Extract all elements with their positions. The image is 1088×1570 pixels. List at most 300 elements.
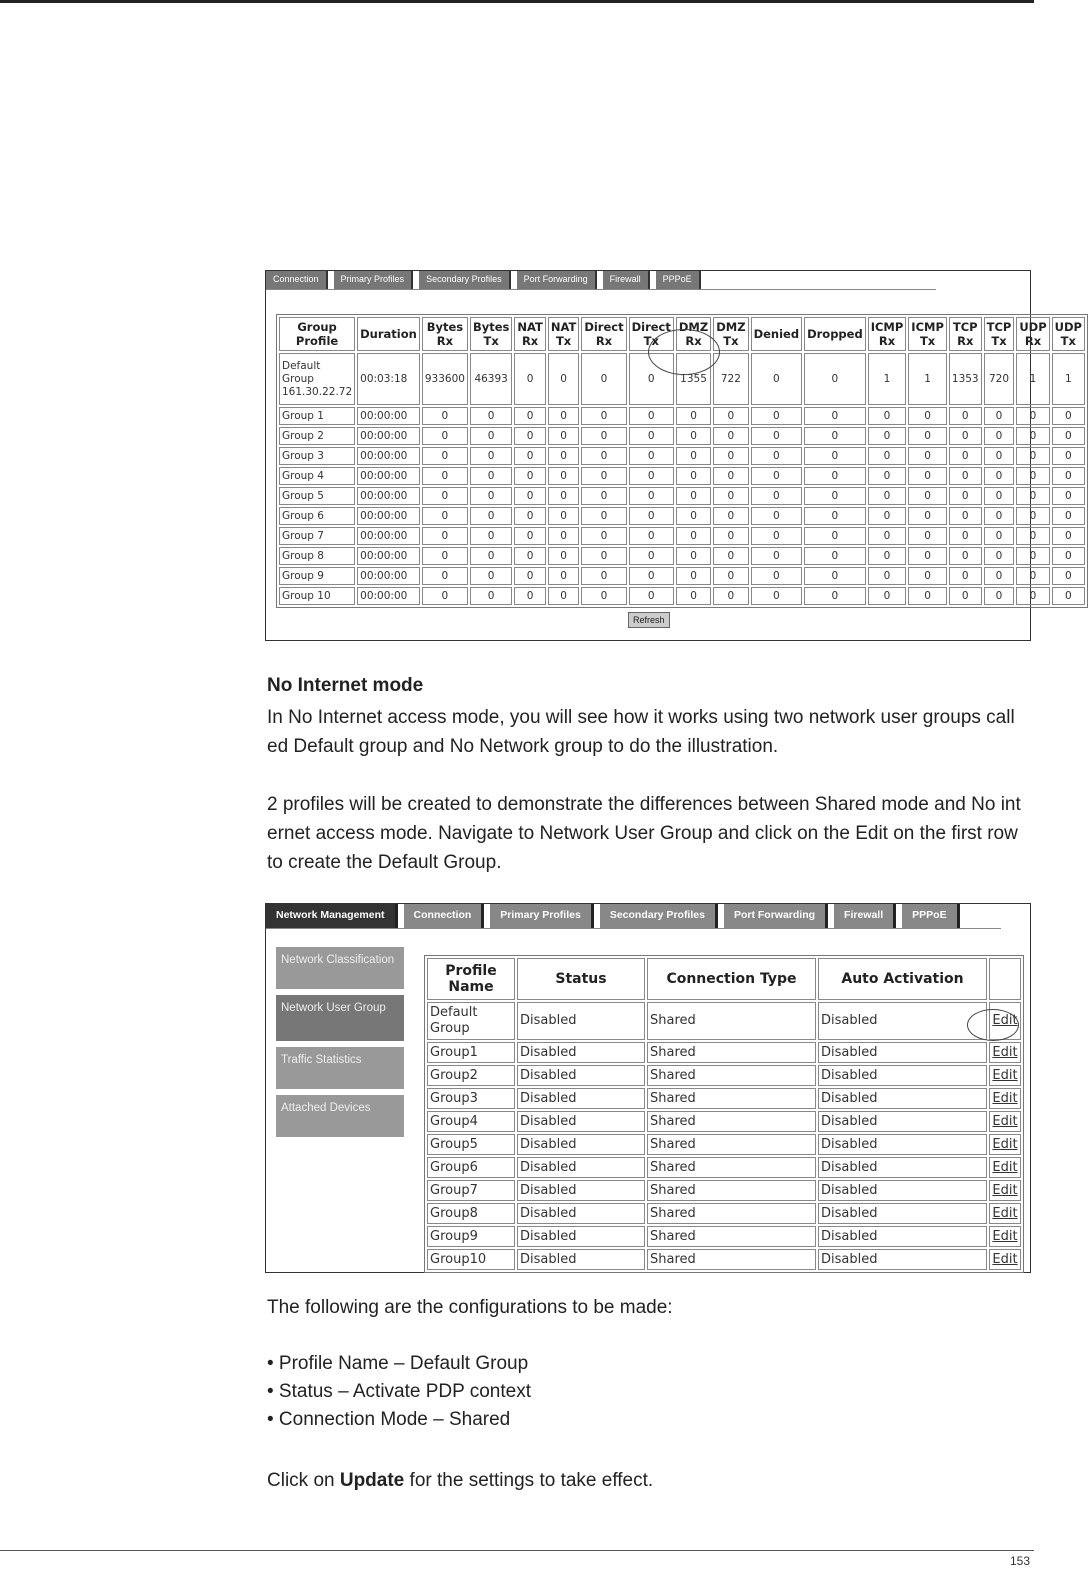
table-row (427, 1042, 1021, 1063)
column-header-line: DMZ (678, 320, 709, 334)
edit-link[interactable]: Edit (989, 1042, 1021, 1063)
tab-pppoe[interactable]: PPPoE (902, 904, 959, 928)
column-header (804, 317, 866, 351)
stat-cell: 0 (470, 487, 512, 505)
sidebar-item-attached-devices[interactable]: Attached Devices (276, 1095, 404, 1137)
update-suffix: for the settings to take effect. (404, 1470, 654, 1491)
profile-name-cell: Group4 (427, 1111, 515, 1132)
stat-cell: 0 (548, 567, 579, 585)
stat-cell: 0 (581, 567, 626, 585)
column-header: Status (517, 958, 645, 1000)
table-row (279, 407, 1085, 425)
column-header-line: TCP (952, 320, 978, 334)
status-cell: Disabled (517, 1111, 645, 1132)
stat-cell: 0 (422, 447, 468, 465)
tab-connection[interactable]: Connection (266, 271, 328, 289)
column-header (514, 317, 545, 351)
sidebar-item-network-user-group[interactable]: Network User Group (276, 995, 404, 1041)
connection-type-cell: Shared (647, 1203, 816, 1224)
stat-cell: 0 (1052, 507, 1085, 525)
stat-cell: 0 (676, 587, 711, 605)
update-prefix: Click on (267, 1470, 340, 1491)
section-heading: No Internet mode (267, 675, 424, 696)
status-cell: Disabled (517, 1134, 645, 1155)
stat-cell: 0 (713, 567, 748, 585)
stat-cell: 0 (422, 547, 468, 565)
duration-cell: 00:00:00 (357, 547, 420, 565)
bullet-connection-mode: • Connection Mode – Shared (267, 1409, 511, 1430)
stat-cell: 0 (581, 427, 626, 445)
column-header (989, 958, 1021, 1000)
stat-cell: 0 (1016, 547, 1049, 565)
stat-cell: 1355 (676, 353, 711, 405)
stat-cell: 0 (908, 567, 947, 585)
stat-cell: 722 (713, 353, 748, 405)
stat-cell: 46393 (470, 353, 512, 405)
stat-cell: 0 (984, 587, 1015, 605)
auto-activation-cell: Disabled (818, 1249, 987, 1270)
table-row (427, 1002, 1021, 1040)
stat-cell: 0 (581, 547, 626, 565)
stat-cell: 0 (984, 567, 1015, 585)
stat-cell: 0 (804, 587, 866, 605)
stat-cell: 0 (949, 447, 982, 465)
stat-cell: 0 (949, 587, 982, 605)
stat-cell: 0 (629, 527, 674, 545)
stat-cell: 0 (514, 587, 545, 605)
bullet-status: • Status – Activate PDP context (267, 1381, 531, 1402)
profile-name-cell: Group10 (427, 1249, 515, 1270)
status-cell: Disabled (517, 1002, 645, 1040)
top-rule (0, 0, 1034, 3)
tab-secondary-profiles[interactable]: Secondary Profiles (419, 271, 511, 289)
column-header-line: Rx (521, 334, 539, 348)
stat-cell: 1353 (949, 353, 982, 405)
stat-cell: 0 (1016, 427, 1049, 445)
stat-cell: 0 (949, 407, 982, 425)
table-row (279, 547, 1085, 565)
stat-cell: 0 (949, 547, 982, 565)
status-cell: Disabled (517, 1157, 645, 1178)
stat-cell: 0 (422, 487, 468, 505)
update-instruction (267, 1466, 1027, 1495)
stat-cell: 720 (984, 353, 1015, 405)
stat-cell: 933600 (422, 353, 468, 405)
stat-cell: 0 (514, 547, 545, 565)
column-header-line: Rx (685, 334, 702, 348)
column-header-line: Direct (584, 320, 624, 334)
stat-cell: 0 (581, 587, 626, 605)
column-header-line: Direct (631, 320, 671, 334)
column-header-line: DMZ (716, 320, 746, 334)
row-profile: Group 10 (279, 587, 355, 605)
auto-activation-cell: Disabled (818, 1065, 987, 1086)
stat-cell: 0 (629, 547, 674, 565)
table-row (279, 487, 1085, 505)
profile-name-cell: Group8 (427, 1203, 515, 1224)
sidebar-item-network-classification[interactable]: Network Classification (276, 947, 404, 989)
column-header-line: Tx (991, 334, 1007, 348)
profile-name-cell: Default Group (427, 1002, 515, 1040)
auto-activation-cell: Disabled (818, 1203, 987, 1224)
connection-type-cell: Shared (647, 1042, 816, 1063)
duration-cell: 00:00:00 (357, 587, 420, 605)
column-header (868, 317, 907, 351)
edit-highlight-circle (967, 1009, 1019, 1041)
network-user-group-screenshot (265, 903, 1031, 1273)
stat-cell: 0 (1052, 427, 1085, 445)
stat-cell: 0 (1052, 587, 1085, 605)
column-header-line: Group (297, 320, 337, 334)
config-intro: The following are the configurations to be made: (267, 1297, 673, 1318)
stat-cell: 0 (1016, 507, 1049, 525)
stat-cell: 0 (751, 487, 803, 505)
column-header-line: Rx (957, 334, 974, 348)
stat-cell: 0 (713, 447, 748, 465)
status-cell: Disabled (517, 1180, 645, 1201)
column-header-line: NAT (517, 320, 543, 334)
column-header-line: Rx (878, 334, 896, 348)
edit-link[interactable]: Edit (989, 1203, 1021, 1224)
stat-cell: 0 (868, 407, 907, 425)
column-header: Profile Name (427, 958, 515, 1000)
stat-cell: 0 (548, 407, 579, 425)
stat-cell: 1 (868, 353, 907, 405)
column-header-line: UDP (1054, 320, 1082, 334)
bullet-profile-name: • Profile Name – Default Group (267, 1353, 529, 1374)
column-header-line: Rx (1024, 334, 1042, 348)
column-header-line: Bytes (426, 320, 464, 334)
column-header-line: Denied (753, 327, 800, 341)
stat-cell: 0 (713, 487, 748, 505)
stat-cell: 0 (548, 507, 579, 525)
stat-cell: 0 (676, 427, 711, 445)
profile-name-cell: Group7 (427, 1180, 515, 1201)
stat-cell: 0 (548, 353, 579, 405)
tab-primary-profiles[interactable]: Primary Profiles (490, 904, 594, 928)
status-cell: Disabled (517, 1226, 645, 1247)
column-header (908, 317, 947, 351)
stat-cell: 0 (470, 587, 512, 605)
column-header (279, 317, 355, 351)
stat-cell: 0 (422, 527, 468, 545)
stat-cell: 0 (514, 427, 545, 445)
stat-cell: 0 (804, 407, 866, 425)
column-header-line: UDP (1019, 320, 1047, 334)
stat-cell: 0 (676, 507, 711, 525)
column-header-line: Rx (436, 334, 454, 348)
stat-cell: 0 (868, 587, 907, 605)
table-row (427, 1134, 1021, 1155)
traffic-statistics-screenshot (265, 270, 1082, 641)
stat-cell: 0 (470, 467, 512, 485)
column-header-line: TCP (986, 320, 1012, 334)
duration-cell: 00:00:00 (357, 427, 420, 445)
duration-cell: 00:00:00 (357, 447, 420, 465)
stat-cell: 0 (514, 567, 545, 585)
edit-link[interactable]: Edit (989, 1088, 1021, 1109)
tab-pppoe[interactable]: PPPoE (656, 271, 701, 289)
stat-cell: 0 (713, 587, 748, 605)
stat-cell: 0 (1052, 567, 1085, 585)
stat-cell: 0 (868, 427, 907, 445)
connection-type-cell: Shared (647, 1226, 816, 1247)
column-header-line: Tx (483, 334, 499, 348)
status-cell: Disabled (517, 1203, 645, 1224)
stat-cell: 0 (1016, 487, 1049, 505)
edit-link[interactable]: Edit (989, 1226, 1021, 1247)
tab-connection[interactable]: Connection (404, 904, 485, 928)
tab-underline (266, 928, 1001, 929)
stat-cell: 0 (949, 427, 982, 445)
stat-cell: 0 (1052, 527, 1085, 545)
stat-cell: 0 (949, 487, 982, 505)
stat-cell: 0 (751, 567, 803, 585)
table-row (427, 1180, 1021, 1201)
table-row (279, 567, 1085, 585)
column-header (548, 317, 579, 351)
stat-cell: 0 (548, 467, 579, 485)
column-header (984, 317, 1015, 351)
row-profile: Group 8 (279, 547, 355, 565)
dmz-highlight-circle (648, 329, 720, 375)
row-profile: Group 5 (279, 487, 355, 505)
stat-cell: 0 (629, 567, 674, 585)
edit-link[interactable]: Edit (989, 1065, 1021, 1086)
stat-cell: 0 (548, 547, 579, 565)
column-header (357, 317, 420, 351)
stat-cell: 0 (581, 467, 626, 485)
duration-cell: 00:00:00 (357, 527, 420, 545)
table-row (427, 1157, 1021, 1178)
stat-cell: 0 (422, 587, 468, 605)
stat-cell: 0 (1052, 447, 1085, 465)
stat-cell: 0 (1016, 447, 1049, 465)
column-header-line: ICMP (870, 320, 904, 334)
edit-link[interactable]: Edit (989, 1180, 1021, 1201)
connection-type-cell: Shared (647, 1134, 816, 1155)
stat-cell: 00:03:18 (357, 353, 420, 405)
row-profile: Group 9 (279, 567, 355, 585)
stat-cell: 0 (713, 547, 748, 565)
row-profile: Group 3 (279, 447, 355, 465)
stat-cell: 0 (804, 447, 866, 465)
stat-cell: 0 (984, 447, 1015, 465)
stat-cell: 0 (676, 407, 711, 425)
edit-link[interactable]: Edit (989, 1157, 1021, 1178)
connection-type-cell: Shared (647, 1111, 816, 1132)
stat-cell: 0 (581, 407, 626, 425)
update-keyword: Update (339, 1470, 405, 1491)
stat-cell: 0 (984, 547, 1015, 565)
tab-secondary-profiles[interactable]: Secondary Profiles (600, 904, 718, 928)
status-cell: Disabled (517, 1249, 645, 1270)
stat-cell: 0 (548, 527, 579, 545)
stat-cell: 0 (629, 427, 674, 445)
column-header-line: Rx (595, 334, 613, 348)
stat-cell: 0 (949, 527, 982, 545)
column-header-line: Bytes (472, 320, 510, 334)
edit-link[interactable]: Edit (989, 1134, 1021, 1155)
tab-network-management[interactable]: Network Management (266, 904, 398, 928)
tab-firewall[interactable]: Firewall (834, 904, 896, 928)
stat-cell: 0 (908, 527, 947, 545)
column-header (751, 317, 803, 351)
tab-primary-profiles[interactable]: Primary Profiles (334, 271, 414, 289)
tab-port-forwarding[interactable]: Port Forwarding (724, 904, 828, 928)
stat-cell: 0 (984, 487, 1015, 505)
stat-cell: 0 (470, 507, 512, 525)
config-bullets (267, 1350, 531, 1434)
auto-activation-cell: Disabled (818, 1002, 987, 1040)
stat-cell: 0 (804, 487, 866, 505)
stat-cell: 0 (949, 467, 982, 485)
stat-cell: 0 (514, 467, 545, 485)
row-profile: Group 4 (279, 467, 355, 485)
stat-cell: 0 (514, 407, 545, 425)
profile-line: Default (282, 359, 321, 372)
tab-firewall[interactable]: Firewall (603, 271, 650, 289)
stat-cell: 0 (751, 353, 803, 405)
stat-cell: 0 (713, 467, 748, 485)
stat-cell: 0 (581, 527, 626, 545)
stat-cell: 0 (751, 527, 803, 545)
stat-cell: 0 (629, 353, 674, 405)
column-header: Auto Activation (818, 958, 987, 1000)
stat-cell: 0 (422, 427, 468, 445)
row-profile: Group 1 (279, 407, 355, 425)
profile-name-cell: Group2 (427, 1065, 515, 1086)
stat-cell: 0 (629, 447, 674, 465)
stat-cell: 0 (713, 407, 748, 425)
stat-cell: 0 (1052, 407, 1085, 425)
profile-line: 161.30.22.72 (282, 385, 353, 398)
stat-cell: 0 (804, 507, 866, 525)
profile-name-cell: Group1 (427, 1042, 515, 1063)
bottom-rule (0, 1550, 1034, 1551)
stat-cell: 0 (676, 567, 711, 585)
stat-cell: 0 (1016, 567, 1049, 585)
status-cell: Disabled (517, 1065, 645, 1086)
duration-cell: 00:00:00 (357, 487, 420, 505)
tab-bar (266, 904, 966, 928)
stat-cell: 0 (548, 587, 579, 605)
stat-cell: 0 (713, 427, 748, 445)
tab-port-forwarding[interactable]: Port Forwarding (517, 271, 597, 289)
column-header (470, 317, 512, 351)
stat-cell: 1 (908, 353, 947, 405)
edit-link[interactable]: Edit (989, 1002, 1021, 1040)
row-profile: Group 6 (279, 507, 355, 525)
edit-link[interactable]: Edit (989, 1111, 1021, 1132)
connection-type-cell: Shared (647, 1002, 816, 1040)
column-header (581, 317, 626, 351)
stat-cell: 0 (581, 447, 626, 465)
duration-cell: 00:00:00 (357, 507, 420, 525)
stat-cell: 0 (868, 527, 907, 545)
stat-cell: 0 (470, 427, 512, 445)
profile-name-cell: Group6 (427, 1157, 515, 1178)
stat-cell: 0 (908, 507, 947, 525)
edit-link[interactable]: Edit (989, 1249, 1021, 1270)
stat-cell: 0 (1016, 587, 1049, 605)
stat-cell: 0 (548, 447, 579, 465)
column-header-line: Tx (643, 334, 659, 348)
table-row (427, 1249, 1021, 1270)
stat-cell: 0 (422, 567, 468, 585)
status-cell: Disabled (517, 1088, 645, 1109)
stat-cell: 0 (949, 567, 982, 585)
page-number: 153 (1009, 1554, 1030, 1568)
stat-cell: 0 (514, 507, 545, 525)
connection-type-cell: Shared (647, 1180, 816, 1201)
table-row (427, 1203, 1021, 1224)
stat-cell: 0 (908, 587, 947, 605)
stat-cell: 0 (804, 353, 866, 405)
profile-name-cell: Group5 (427, 1134, 515, 1155)
table-row (279, 587, 1085, 605)
stat-cell: 0 (548, 487, 579, 505)
table-row (427, 1065, 1021, 1086)
stat-cell: 1 (1052, 353, 1085, 405)
stat-cell: 1 (1016, 353, 1049, 405)
row-profile (279, 353, 355, 405)
paragraph-profiles: 2 profiles will be created to demonstrate the differences between Shared mode and No int ernet access mode. Navigate to Network User Group and click on the Edit on the first row to create the Default Group. (267, 794, 1021, 873)
column-header-line: Tx (1060, 334, 1076, 348)
stat-cell: 0 (676, 447, 711, 465)
stat-cell: 0 (751, 507, 803, 525)
stat-cell: 0 (868, 507, 907, 525)
column-header: Connection Type (647, 958, 816, 1000)
stat-cell: 0 (581, 353, 626, 405)
stat-cell: 0 (514, 447, 545, 465)
stat-cell: 0 (470, 527, 512, 545)
auto-activation-cell: Disabled (818, 1111, 987, 1132)
column-header-line: Profile (295, 334, 339, 348)
stat-cell: 0 (751, 547, 803, 565)
tab-underline (266, 289, 936, 290)
duration-cell: 00:00:00 (357, 567, 420, 585)
auto-activation-cell: Disabled (818, 1157, 987, 1178)
stat-cell: 0 (984, 467, 1015, 485)
status-cell: Disabled (517, 1042, 645, 1063)
auto-activation-cell: Disabled (818, 1088, 987, 1109)
sidebar-item-traffic-statistics[interactable]: Traffic Statistics (276, 1047, 404, 1089)
stat-cell: 0 (984, 527, 1015, 545)
duration-cell: 00:00:00 (357, 467, 420, 485)
column-header (1016, 317, 1049, 351)
stat-cell: 0 (868, 467, 907, 485)
stat-cell: 0 (751, 467, 803, 485)
refresh-button[interactable]: Refresh (628, 612, 670, 628)
stat-cell: 0 (548, 427, 579, 445)
column-header (949, 317, 982, 351)
table-row (427, 1226, 1021, 1247)
auto-activation-cell: Disabled (818, 1180, 987, 1201)
stat-cell: 0 (1016, 527, 1049, 545)
table-row (427, 1088, 1021, 1109)
network-user-group-table (424, 955, 1024, 1273)
row-profile: Group 7 (279, 527, 355, 545)
stat-cell: 0 (676, 547, 711, 565)
stat-cell: 0 (804, 427, 866, 445)
profile-name-cell: Group3 (427, 1088, 515, 1109)
paragraph-intro: In No Internet access mode, you will see how it works using two network user groups call ed Default group and No Network group to do the illustration. (267, 707, 1015, 757)
table-row (279, 447, 1085, 465)
stat-cell: 0 (629, 407, 674, 425)
stat-cell: 0 (581, 487, 626, 505)
column-header-line: Duration (360, 327, 417, 341)
